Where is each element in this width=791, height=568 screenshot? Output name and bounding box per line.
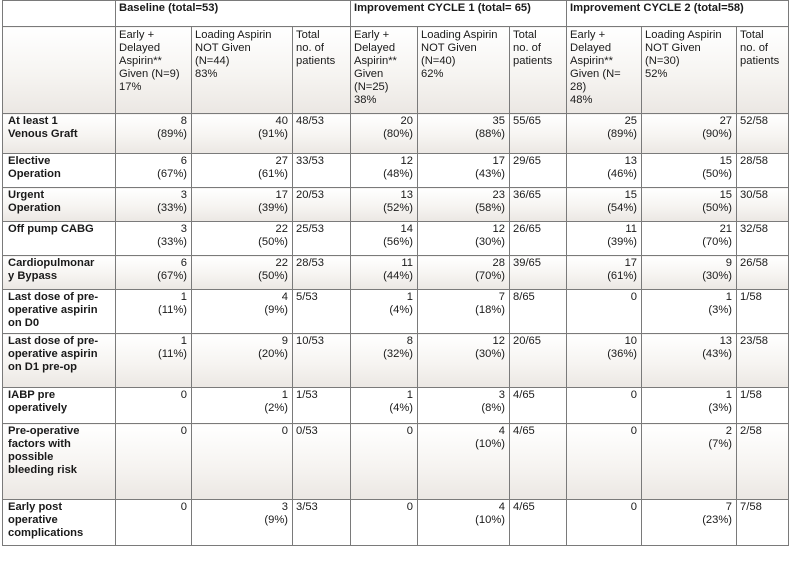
cell-line: Aspirin** (570, 55, 613, 67)
cell-cycle2-early (567, 188, 642, 222)
subheader-baseline-total (293, 27, 351, 114)
cell-baseline-early (116, 188, 192, 222)
cell-baseline-loading (192, 154, 293, 188)
row-label (3, 154, 116, 188)
subheader-cycle1-total (510, 27, 567, 114)
row-label (3, 290, 116, 334)
cell-line: (39%) (607, 236, 638, 248)
cell-line: complications (8, 527, 84, 539)
cell-line: 40 (275, 115, 288, 127)
subheader-cycle1-early (351, 27, 418, 114)
cell-cycle2-total: 32/58 (737, 222, 789, 256)
cell-line: 27 (275, 155, 288, 167)
cell-line: (7%) (708, 438, 733, 450)
cell-cycle2-total: 23/58 (737, 334, 789, 388)
cell-cycle1-total: 20/65 (510, 334, 567, 388)
cell-line: operative aspirin (8, 348, 98, 360)
cell-line: (N=30) (645, 55, 680, 67)
cell-line: 3 (180, 223, 187, 235)
cell-line: 0 (630, 425, 638, 437)
cell-line: 12 (492, 223, 505, 235)
cell-cycle1-total: 4/65 (510, 500, 567, 546)
cell-line: (54%) (607, 202, 638, 214)
cell-line: 17 (275, 189, 288, 201)
cell-line: 9 (281, 335, 288, 347)
subheader-cycle2-loading (642, 27, 737, 114)
cell-line: (4%) (389, 304, 413, 316)
cell-line: Off pump CABG (8, 223, 94, 235)
cell-line: Given (N=9) (119, 68, 180, 80)
cell-baseline-total: 20/53 (293, 188, 351, 222)
cell-line: 0 (180, 501, 187, 513)
cell-cycle2-loading (642, 388, 737, 424)
cell-line: no. of (740, 42, 769, 54)
cell-line: 15 (719, 189, 733, 201)
cell-cycle1-loading (418, 334, 510, 388)
cell-line: (88%) (475, 128, 505, 140)
cell-line: Early + (570, 29, 606, 41)
cell-line: Early + (354, 29, 390, 41)
cell-line: 52% (645, 68, 668, 80)
cell-line: 1 (180, 291, 187, 303)
cell-baseline-loading (192, 222, 293, 256)
cell-line: 28) (570, 81, 587, 93)
cell-line: 12 (492, 335, 505, 347)
cell-line: (90%) (702, 128, 733, 140)
subheader-cycle1-loading (418, 27, 510, 114)
cell-line: (33%) (157, 236, 187, 248)
cell-line: 15 (624, 189, 638, 201)
cell-line: (8%) (481, 402, 505, 414)
cell-cycle2-early (567, 500, 642, 546)
cell-line: Last dose of pre- (8, 291, 99, 303)
cell-baseline-early (116, 290, 192, 334)
cell-line: 0 (180, 425, 187, 437)
cell-line: (9%) (264, 304, 288, 316)
cell-line: 13 (719, 335, 733, 347)
cell-cycle1-loading (418, 290, 510, 334)
cell-line: 17 (492, 155, 505, 167)
cell-line: 10 (624, 335, 638, 347)
cell-line: 62% (421, 68, 444, 80)
cell-line: 23 (492, 189, 505, 201)
cell-cycle1-loading (418, 256, 510, 290)
cell-line: Total (740, 29, 764, 41)
cell-line: (70%) (702, 236, 733, 248)
cell-line: Delayed (354, 42, 396, 54)
cell-line: Total (513, 29, 537, 41)
cell-line: patients (740, 55, 780, 67)
cell-cycle2-early (567, 290, 642, 334)
cell-line: no. of (296, 42, 324, 54)
cell-line: 8 (180, 115, 187, 127)
cell-baseline-early (116, 114, 192, 154)
cell-cycle1-loading (418, 424, 510, 500)
cell-line: Aspirin** (354, 55, 397, 67)
cell-line: (N=44) (195, 55, 230, 67)
group-header-cycle-1: Improvement CYCLE 1 (total= 65) (351, 1, 567, 27)
cell-line: (20%) (258, 348, 288, 360)
cell-cycle2-early (567, 154, 642, 188)
cell-cycle2-total: 7/58 (737, 500, 789, 546)
cell-baseline-total: 3/53 (293, 500, 351, 546)
cell-line: 3 (498, 389, 505, 401)
cell-line: Given (354, 68, 384, 80)
cell-line: (80%) (383, 128, 413, 140)
cell-baseline-total: 33/53 (293, 154, 351, 188)
cell-cycle1-total: 55/65 (510, 114, 567, 154)
cell-line: 28 (492, 257, 505, 269)
cell-line: Operation (8, 202, 61, 214)
cell-cycle2-total: 30/58 (737, 188, 789, 222)
cell-baseline-loading (192, 424, 293, 500)
cell-cycle2-early (567, 256, 642, 290)
cell-cycle1-total: 29/65 (510, 154, 567, 188)
cell-baseline-early (116, 500, 192, 546)
cell-line: Given (N= (570, 68, 621, 80)
cell-cycle2-total: 1/58 (737, 290, 789, 334)
cell-cycle1-early (351, 114, 418, 154)
cell-cycle2-early (567, 114, 642, 154)
cell-line: 0 (180, 389, 187, 401)
cell-line: NOT Given (195, 42, 251, 54)
cell-cycle2-total: 28/58 (737, 154, 789, 188)
cell-line: Operation (8, 168, 61, 180)
cell-line: NOT Given (645, 42, 701, 54)
cell-line: Loading Aspirin (195, 29, 272, 41)
cell-line: Venous Graft (8, 128, 78, 140)
cell-line: bleeding risk (8, 464, 78, 476)
cell-line: no. of (513, 42, 541, 54)
subheader-row (3, 27, 789, 114)
cell-line: 22 (275, 223, 288, 235)
cell-line: (50%) (702, 202, 733, 214)
cell-line: (43%) (702, 348, 733, 360)
group-header-cycle-2: Improvement CYCLE 2 (total=58) (567, 1, 789, 27)
cell-baseline-early (116, 424, 192, 500)
cell-cycle2-loading (642, 222, 737, 256)
cell-line: (89%) (157, 128, 187, 140)
table-row (3, 188, 789, 222)
cell-cycle1-early (351, 290, 418, 334)
cell-cycle1-early (351, 256, 418, 290)
cell-line: 15 (719, 155, 733, 167)
subheader-baseline-early (116, 27, 192, 114)
table-row (3, 500, 789, 546)
cell-cycle2-loading (642, 334, 737, 388)
cell-line: 1 (725, 389, 733, 401)
row-label (3, 424, 116, 500)
cell-line: 38% (354, 94, 377, 106)
cell-line: 25 (624, 115, 638, 127)
cell-line: 17 (624, 257, 638, 269)
cell-line: Early post (8, 501, 63, 513)
cell-line: NOT Given (421, 42, 477, 54)
row-label (3, 500, 116, 546)
cell-line: (67%) (157, 168, 187, 180)
cell-line: (91%) (258, 128, 288, 140)
table-row (3, 256, 789, 290)
corner-cell (3, 1, 116, 27)
cell-cycle1-total: 36/65 (510, 188, 567, 222)
cell-line: (32%) (383, 348, 413, 360)
cell-cycle2-loading (642, 114, 737, 154)
cell-line: operative (8, 514, 58, 526)
cell-line: (50%) (702, 168, 733, 180)
cell-line: 14 (400, 223, 413, 235)
cell-line: 0 (281, 425, 288, 437)
cell-baseline-early (116, 388, 192, 424)
cell-cycle1-loading (418, 388, 510, 424)
cell-baseline-total: 28/53 (293, 256, 351, 290)
cell-line: (9%) (264, 514, 288, 526)
cell-line: 4 (498, 501, 505, 513)
cell-line: Elective (8, 155, 51, 167)
row-label (3, 388, 116, 424)
cell-line: 12 (400, 155, 413, 167)
cell-line: (33%) (157, 202, 187, 214)
cell-line: 35 (492, 115, 505, 127)
cell-baseline-early (116, 222, 192, 256)
cell-line: 3 (281, 501, 288, 513)
cell-cycle1-early (351, 424, 418, 500)
cell-cycle2-loading (642, 290, 737, 334)
cell-baseline-total: 5/53 (293, 290, 351, 334)
cell-line: 1 (406, 291, 413, 303)
cell-baseline-early (116, 154, 192, 188)
cell-line: (58%) (475, 202, 505, 214)
cell-line: (36%) (607, 348, 638, 360)
table-row (3, 424, 789, 500)
cell-line: 0 (406, 501, 413, 513)
cell-line: 6 (180, 257, 187, 269)
cell-baseline-loading (192, 500, 293, 546)
cell-cycle1-early (351, 334, 418, 388)
cell-line: 0 (406, 425, 413, 437)
cell-line: (30%) (475, 348, 505, 360)
cell-baseline-total: 48/53 (293, 114, 351, 154)
cell-line: Aspirin** (119, 55, 162, 67)
cell-line: 1 (281, 389, 288, 401)
cell-cycle1-total: 26/65 (510, 222, 567, 256)
cell-line: factors with (8, 438, 71, 450)
cell-line: Last dose of pre- (8, 335, 99, 347)
cell-line: operatively (8, 402, 68, 414)
group-header-row (3, 1, 789, 27)
cell-line: At least 1 (8, 115, 58, 127)
cell-line: 0 (630, 389, 638, 401)
cell-line: operative aspirin (8, 304, 98, 316)
cell-line: (70%) (475, 270, 505, 282)
cell-line: 22 (275, 257, 288, 269)
cell-line: Delayed (570, 42, 612, 54)
cell-cycle1-loading (418, 114, 510, 154)
cell-baseline-loading (192, 290, 293, 334)
cell-cycle1-loading (418, 222, 510, 256)
cell-line: (48%) (383, 168, 413, 180)
cell-cycle1-loading (418, 500, 510, 546)
cell-baseline-total: 25/53 (293, 222, 351, 256)
cell-line: 4 (498, 425, 505, 437)
cell-line: (11%) (157, 304, 187, 316)
cell-cycle1-total: 39/65 (510, 256, 567, 290)
cell-line: 13 (400, 189, 413, 201)
cell-line: 4 (281, 291, 288, 303)
cell-cycle2-total: 52/58 (737, 114, 789, 154)
cell-cycle2-total: 26/58 (737, 256, 789, 290)
row-label (3, 188, 116, 222)
cell-cycle1-early (351, 222, 418, 256)
cell-line: (44%) (383, 270, 413, 282)
cell-line: (30%) (702, 270, 733, 282)
cell-line: 0 (630, 501, 638, 513)
cell-line: (67%) (157, 270, 187, 282)
cell-cycle2-early (567, 424, 642, 500)
cell-cycle2-total: 2/58 (737, 424, 789, 500)
cell-line: (56%) (383, 236, 413, 248)
cell-line: y Bypass (8, 270, 58, 282)
cell-line: on D1 pre-op (8, 361, 77, 373)
table-row (3, 222, 789, 256)
cell-baseline-total: 0/53 (293, 424, 351, 500)
cell-baseline-loading (192, 256, 293, 290)
cell-cycle2-loading (642, 188, 737, 222)
cell-cycle2-loading (642, 256, 737, 290)
cell-line: 0 (630, 291, 638, 303)
cell-line: 7 (725, 501, 733, 513)
cell-line: (3%) (708, 304, 733, 316)
cell-cycle2-loading (642, 154, 737, 188)
cell-cycle2-early (567, 334, 642, 388)
cell-line: 1 (725, 291, 733, 303)
table-row (3, 334, 789, 388)
cell-cycle1-early (351, 188, 418, 222)
cell-line: (61%) (258, 168, 288, 180)
cell-line: Loading Aspirin (421, 29, 498, 41)
row-label (3, 256, 116, 290)
cell-line: possible (8, 451, 54, 463)
group-header-baseline: Baseline (total=53) (116, 1, 351, 27)
cell-line: (N=25) (354, 81, 389, 93)
cell-line: 48% (570, 94, 593, 106)
cell-line: 9 (725, 257, 733, 269)
cell-line: 1 (180, 335, 187, 347)
cell-line: 7 (498, 291, 505, 303)
cell-cycle1-total: 4/65 (510, 388, 567, 424)
cell-line: 13 (624, 155, 638, 167)
cell-line: (39%) (258, 202, 288, 214)
cell-line: 21 (719, 223, 733, 235)
cell-cycle1-early (351, 500, 418, 546)
cell-line: patients (513, 55, 553, 67)
cell-baseline-loading (192, 334, 293, 388)
cell-baseline-early (116, 256, 192, 290)
cell-line: 8 (406, 335, 413, 347)
cell-cycle2-total: 1/58 (737, 388, 789, 424)
cell-line: 83% (195, 68, 218, 80)
cell-line: on D0 (8, 317, 40, 329)
cell-line: 20 (400, 115, 413, 127)
cell-line: (89%) (607, 128, 638, 140)
results-table (2, 0, 789, 546)
cell-line: 27 (719, 115, 733, 127)
cell-line: 1 (406, 389, 413, 401)
cell-baseline-total: 10/53 (293, 334, 351, 388)
cell-line: (4%) (389, 402, 413, 414)
cell-line: (10%) (475, 438, 505, 450)
row-label (3, 114, 116, 154)
row-label (3, 334, 116, 388)
cell-line: Urgent (8, 189, 45, 201)
cell-line: 17% (119, 81, 142, 93)
cell-line: (43%) (475, 168, 505, 180)
cell-baseline-loading (192, 388, 293, 424)
cell-line: (N=40) (421, 55, 456, 67)
cell-line: (46%) (607, 168, 638, 180)
cell-cycle2-loading (642, 424, 737, 500)
cell-line: (50%) (258, 270, 288, 282)
cell-line: (23%) (702, 514, 733, 526)
cell-cycle1-early (351, 388, 418, 424)
cell-baseline-loading (192, 188, 293, 222)
cell-cycle1-early (351, 154, 418, 188)
cell-line: Loading Aspirin (645, 29, 722, 41)
cell-baseline-early (116, 334, 192, 388)
table-row (3, 388, 789, 424)
cell-cycle2-early (567, 222, 642, 256)
cell-line: 6 (180, 155, 187, 167)
cell-cycle2-loading (642, 500, 737, 546)
cell-line: (2%) (264, 402, 288, 414)
cell-line: (50%) (258, 236, 288, 248)
cell-line: 2 (725, 425, 733, 437)
cell-line: 11 (401, 257, 413, 269)
cell-line: (61%) (607, 270, 638, 282)
cell-line: Delayed (119, 42, 161, 54)
row-label (3, 222, 116, 256)
cell-line: (52%) (383, 202, 413, 214)
table-row (3, 114, 789, 154)
cell-line: Total (296, 29, 320, 41)
subheader-cycle2-early (567, 27, 642, 114)
cell-line: (3%) (708, 402, 733, 414)
cell-line: (30%) (475, 236, 505, 248)
cell-line: Pre-operative (8, 425, 80, 437)
cell-line: 11 (625, 223, 638, 235)
cell-cycle2-early (567, 388, 642, 424)
cell-cycle1-loading (418, 154, 510, 188)
subheader-cycle2-total (737, 27, 789, 114)
cell-line: Early + (119, 29, 155, 41)
cell-line: 3 (180, 189, 187, 201)
subheader-corner (3, 27, 116, 114)
cell-line: patients (296, 55, 336, 67)
cell-cycle1-total: 8/65 (510, 290, 567, 334)
cell-line: (10%) (475, 514, 505, 526)
cell-cycle1-loading (418, 188, 510, 222)
subheader-baseline-loading (192, 27, 293, 114)
table-row (3, 154, 789, 188)
cell-line: IABP pre (8, 389, 56, 401)
cell-baseline-loading (192, 114, 293, 154)
table-row (3, 290, 789, 334)
cell-cycle1-total: 4/65 (510, 424, 567, 500)
cell-line: (18%) (475, 304, 505, 316)
cell-line: Cardiopulmonar (8, 257, 95, 269)
cell-line: (11%) (157, 348, 187, 360)
cell-baseline-total: 1/53 (293, 388, 351, 424)
